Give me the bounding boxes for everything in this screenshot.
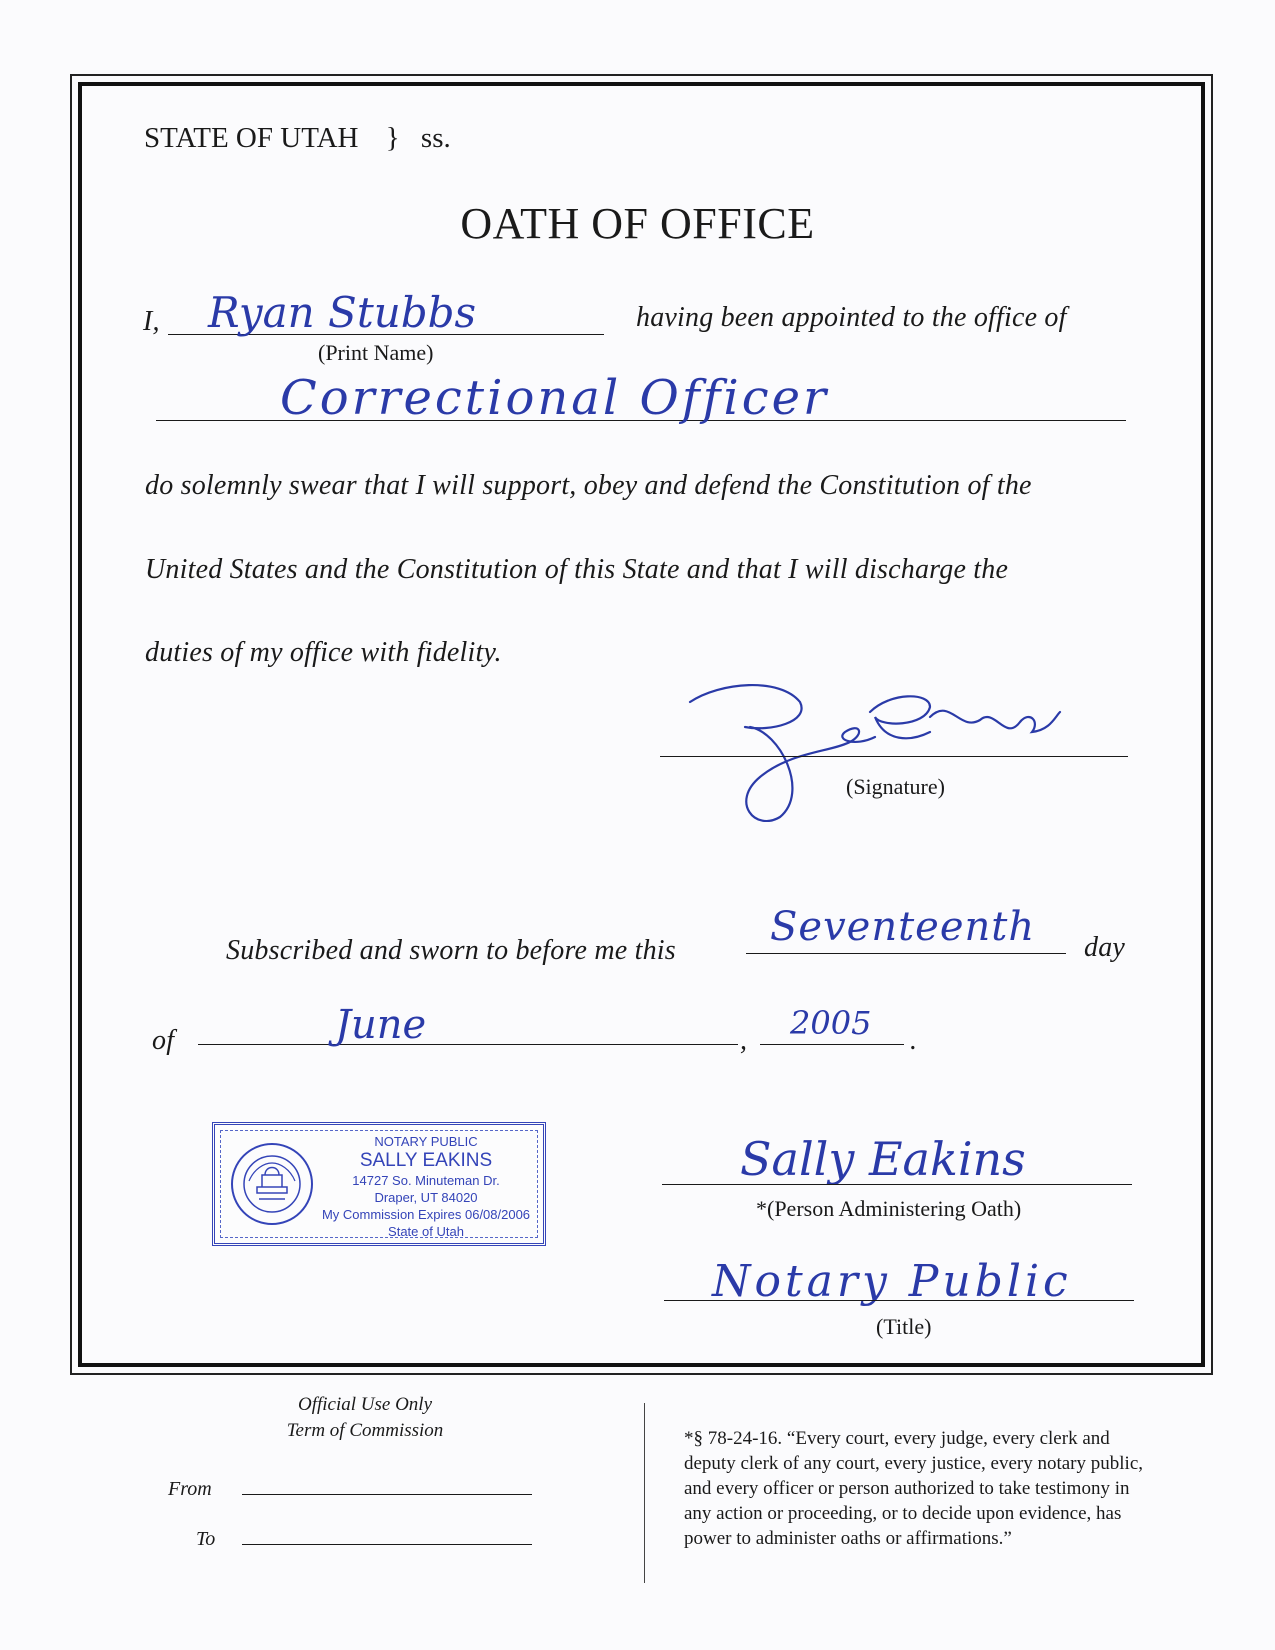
day-line — [746, 953, 1066, 954]
year-handwritten: 2005 — [790, 1004, 872, 1042]
stamp-line-4: Draper, UT 84020 — [374, 1190, 478, 1205]
period: . — [910, 1025, 918, 1056]
name-handwritten: Ryan Stubbs — [208, 288, 477, 337]
footnote-line-5: power to administer oaths or affirmations.” — [684, 1528, 1012, 1549]
official-use-line-2: Term of Commission — [286, 1420, 444, 1441]
title-caption: (Title) — [876, 1314, 932, 1339]
stamp-line-3: 14727 So. Minuteman Dr. — [352, 1173, 500, 1188]
stamp-line-5: My Commission Expires 06/08/2006 — [321, 1207, 531, 1222]
title-line — [664, 1300, 1134, 1301]
state-name: STATE OF UTAH — [144, 122, 359, 154]
oath-body-line-3: duties of my office with fidelity. — [145, 637, 502, 668]
comma: , — [740, 1025, 748, 1056]
title-handwritten: Notary Public — [712, 1256, 1072, 1307]
footnote — [684, 1426, 1143, 1551]
form-title: OATH OF OFFICE — [460, 199, 815, 248]
footnote-line-2: deputy clerk of any court, every justice, every notary public, — [684, 1453, 1143, 1474]
state-seal-icon — [229, 1141, 315, 1227]
subscribed-text: Subscribed and sworn to before me this — [226, 935, 676, 966]
stamp-text — [315, 1133, 537, 1240]
month-line — [198, 1044, 738, 1045]
from-line[interactable] — [242, 1494, 532, 1495]
state-header — [144, 122, 451, 155]
footnote-line-4: any action or proceeding, or to decide upon evidence, has — [684, 1503, 1122, 1524]
of-word: of — [152, 1025, 175, 1056]
signature-caption: (Signature) — [846, 774, 945, 799]
day-handwritten: Seventeenth — [770, 904, 1036, 950]
administrator-line — [662, 1184, 1132, 1185]
footnote-line-1: *§ 78-24-16. “Every court, every judge, every clerk and — [684, 1428, 1110, 1449]
oath-body-line-2: United States and the Constitution of this State and that I will discharge the — [145, 554, 1009, 585]
oath-intro: I, — [143, 306, 160, 337]
appointed-text: having been appointed to the office of — [636, 302, 1067, 333]
administrator-signature: Sally Eakins — [740, 1132, 1026, 1186]
section-divider — [644, 1403, 645, 1583]
day-word: day — [1084, 932, 1126, 963]
from-label: From — [168, 1478, 212, 1500]
to-label: To — [196, 1528, 216, 1550]
stamp-line-1: NOTARY PUBLIC — [374, 1134, 478, 1149]
oath-body-line-1: do solemnly swear that I will support, obey and defend the Constitution of the — [145, 470, 1032, 501]
official-use-line-1: Official Use Only — [297, 1394, 433, 1415]
signature-line — [660, 756, 1128, 757]
stamp-line-6: State of Utah — [388, 1224, 464, 1239]
official-use-heading — [250, 1392, 480, 1444]
name-caption: (Print Name) — [318, 340, 434, 365]
to-line[interactable] — [242, 1544, 532, 1545]
brace: } — [385, 122, 400, 154]
stamp-line-2: SALLY EAKINS — [359, 1150, 493, 1171]
notary-stamp — [212, 1122, 546, 1246]
ss-label: ss. — [420, 122, 451, 154]
office-handwritten: Correctional Officer — [280, 370, 829, 426]
year-line — [760, 1044, 904, 1045]
administrator-caption: *(Person Administering Oath) — [756, 1196, 1022, 1221]
footnote-line-3: and every officer or person authorized to take testimony in — [684, 1478, 1130, 1499]
month-handwritten: June — [335, 1002, 427, 1048]
